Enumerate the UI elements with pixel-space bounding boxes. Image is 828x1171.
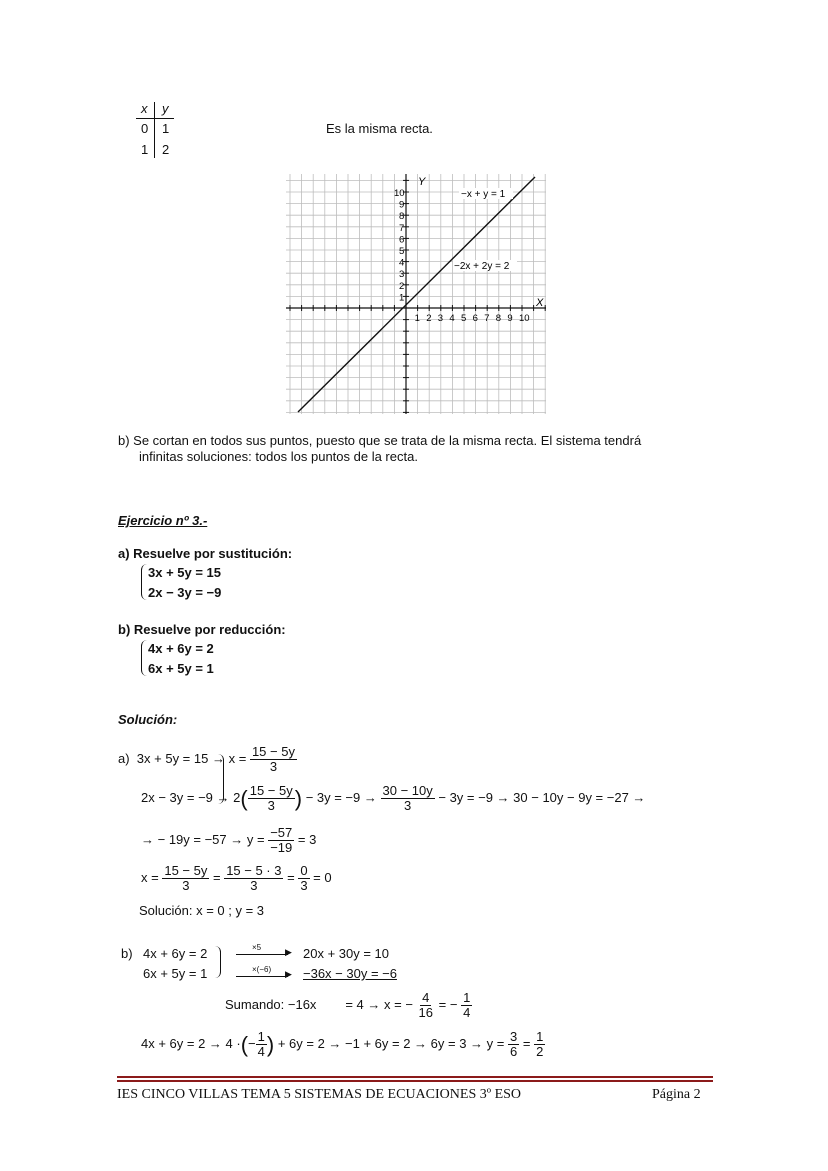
footer-left: IES CINCO VILLAS TEMA 5 SISTEMAS DE ECUACIONES 3º ESO bbox=[117, 1087, 522, 1102]
x-tick-label: 8 bbox=[495, 313, 502, 324]
last-line: 4x + 6y = 2 → 4 ·(− $\frac{1}{4}$ ) + 6y = 2 → −1 + 6y = 2 → 6y = 3 → y = $\frac{3}{6}$ = $\frac{1}{2}$ bbox=[141, 1029, 544, 1060]
question-b-title: b) Resuelve por reducción: bbox=[118, 622, 286, 637]
x-tick-label: 6 bbox=[472, 313, 478, 324]
arrow-line bbox=[236, 976, 288, 977]
y-tick-label: 2 bbox=[399, 280, 405, 292]
table-divider bbox=[154, 102, 155, 158]
x-tick-label: 2 bbox=[426, 313, 432, 324]
y-tick-label: 7 bbox=[399, 222, 405, 234]
part-b-text: b) Se cortan en todos sus puntos, puesto que se trata de la misma recta. El sistema tendrá bbox=[118, 433, 642, 448]
equation: 6x + 5y = 1 bbox=[148, 661, 214, 676]
sol-a-line3: → − 19y = −57 → y = $\frac{-57}{-19}$ = 3 bbox=[141, 825, 317, 856]
x-tick-label: 10 bbox=[519, 313, 530, 324]
x-tick-label: 9 bbox=[507, 313, 513, 324]
footer-rule bbox=[117, 1076, 713, 1082]
x-tick-label: 7 bbox=[484, 313, 490, 324]
arrow-line bbox=[236, 954, 288, 955]
table-divider bbox=[136, 118, 174, 119]
line-graph bbox=[284, 172, 548, 416]
table-header-x: x bbox=[141, 101, 148, 116]
sol-label: a) bbox=[118, 751, 130, 767]
table-cell: 1 bbox=[141, 142, 149, 157]
table-cell: 1 bbox=[162, 121, 170, 136]
graph-line bbox=[298, 177, 535, 412]
sol-a-final: Solución: x = 0 ; y = 3 bbox=[139, 903, 265, 918]
equation: −36x − 30y = −6 bbox=[303, 966, 397, 981]
system-brace bbox=[141, 640, 148, 676]
sum-line: Sumando: −16x = 4 → x = − $\frac{4}{16}$ = − $\frac{1}{4}$ bbox=[225, 990, 471, 1021]
same-line-note: Es la misma recta. bbox=[326, 121, 433, 136]
equation: 3x + 5y = 15 bbox=[148, 565, 222, 580]
multiplier: ×5 bbox=[252, 943, 262, 952]
sol-label: b) bbox=[121, 946, 133, 961]
equation: 4x + 6y = 2 bbox=[143, 946, 208, 961]
equation: 4x + 6y = 2 bbox=[148, 641, 214, 656]
graph-grid bbox=[286, 174, 546, 414]
x-axis-label: X bbox=[536, 297, 544, 309]
table-header-y: y bbox=[162, 101, 169, 116]
x-tick-label: 1 bbox=[414, 313, 420, 324]
exercise-title: Ejercicio nº 3.- bbox=[118, 513, 208, 528]
equation: 2x − 3y = −9 bbox=[148, 585, 222, 600]
y-axis-label: Y bbox=[418, 176, 426, 188]
equation: 2x − 3y = −9 bbox=[141, 790, 213, 806]
y-tick-label: 6 bbox=[399, 234, 405, 246]
line-label-1: −x + y = 1 bbox=[461, 189, 506, 200]
y-tick-label: 4 bbox=[399, 257, 405, 269]
x-tick-label: 4 bbox=[449, 313, 455, 324]
footer-right: Página 2 bbox=[652, 1087, 701, 1102]
y-tick-labels bbox=[394, 188, 405, 303]
y-tick-label: 8 bbox=[399, 211, 405, 223]
sol-a-line1: a) 3x + 5y = 15 → x = $\frac{15 - 5y}{3}$ bbox=[118, 744, 295, 775]
y-tick-label: 3 bbox=[399, 269, 405, 281]
x-tick-labels bbox=[415, 313, 530, 324]
arrow-text: → 2 bbox=[216, 790, 241, 806]
solution-title: Solución: bbox=[118, 712, 178, 727]
right-brace bbox=[215, 946, 221, 978]
sol-a-line2: 2x − 3y = −9 → 2( $\frac{15 - 5y}{3}$ ) − 3y = −9 → $\frac{30 - 10y}{3}$ − 3y = −9 → 30 − 10y − 9y = −27 → bbox=[141, 783, 646, 814]
table-cell: 2 bbox=[162, 142, 170, 157]
equation: 20x + 30y = 10 bbox=[303, 946, 390, 961]
x-tick-label: 3 bbox=[437, 313, 444, 324]
system-brace bbox=[141, 564, 148, 600]
y-tick-label: 9 bbox=[399, 199, 405, 211]
y-tick-label: 10 bbox=[394, 188, 405, 199]
arrow-head: ▶ bbox=[285, 969, 292, 979]
equation: 3x + 5y = 15 bbox=[136, 751, 209, 767]
x-tick-label: 5 bbox=[461, 313, 467, 324]
line-label-2: −2x + 2y = 2 bbox=[454, 261, 510, 272]
part-b-text: infinitas soluciones: todos los puntos de la recta. bbox=[139, 449, 418, 464]
y-tick-label: 1 bbox=[399, 292, 405, 304]
equation: 6x + 5y = 1 bbox=[143, 966, 208, 981]
arrow-text: → x = bbox=[211, 751, 247, 767]
multiplier: ×(−6) bbox=[252, 965, 272, 974]
question-a-title: a) Resuelve por sustitución: bbox=[118, 546, 293, 561]
table-cell: 0 bbox=[141, 121, 149, 136]
sol-a-line4: x = $\frac{15 - 5y}{3}$ = $\frac{15 - 5 \cdot 3}{3}$ = $\frac{0}{3}$ = 0 bbox=[141, 863, 332, 894]
y-tick-label: 5 bbox=[399, 246, 405, 257]
arrow-head: ▶ bbox=[285, 947, 292, 957]
